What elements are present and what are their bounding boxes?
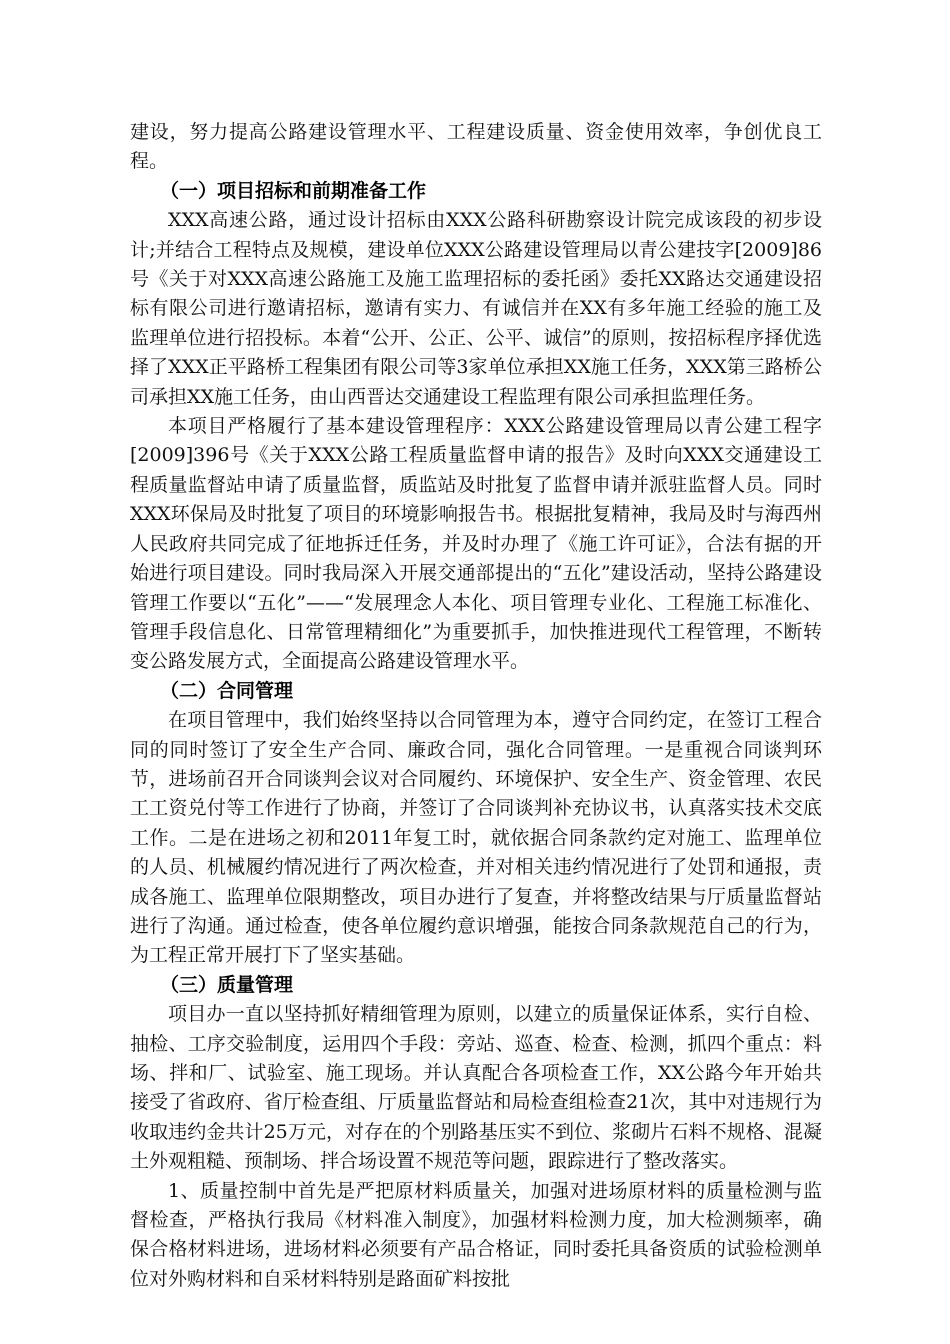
paragraph-intro-continuation: 建设，努力提高公路建设管理水平、工程建设质量、资金使用效率，争创优良工程。	[130, 121, 822, 173]
section-heading-quality: （三）质量管理	[160, 973, 294, 996]
paragraph-quality-management: 项目办一直以坚持抓好精细管理为原则，以建立的质量保证体系，实行自检、抽检、工序交验制度，运用四个手段：旁站、巡查、检查、检测，抓四个重点：料场、拌和厂、试验室、施工现场。并认真配合各项检查工作，XX公路今年开始共接受了省政府、省厅检查组、厅质量监督站和局检查组检查21次，其中对违规行为收取违约金共计25万元，对存在的个别路基压实不到位、浆砌片石料不规格、混凝土外观粗糙、预制场、拌合场设置不规范等问题，跟踪进行了整改落实。	[130, 1003, 822, 1173]
document-body	[130, 118, 822, 1294]
section-heading-bidding: （一）项目招标和前期准备工作	[160, 179, 427, 202]
paragraph-contract-management: 在项目管理中，我们始终坚持以合同管理为本，遵守合同约定，在签订工程合同的同时签订了安全生产合同、廉政合同，强化合同管理。一是重视合同谈判环节，进场前召开合同谈判会议对合同履约、环境保护、安全生产、资金管理、农民工工资兑付等工作进行了协商，并签订了合同谈判补充协议书，认真落实技术交底工作。二是在进场之初和2011年复工时，就依据合同条款约定对施工、监理单位的人员、机械履约情况进行了两次检查，并对相关违约情况进行了处罚和通报，责成各施工、监理单位限期整改，项目办进行了复查，并将整改结果与厅质量监督站进行了沟通。通过检查，使各单位履约意识增强，能按合同条款规范自己的行为，为工程正常开展打下了坚实基础。	[130, 709, 822, 967]
paragraph-construction-procedure: 本项目严格履行了基本建设管理程序：XXX公路建设管理局以青公建工程字[2009]396号《关于XXX公路工程质量监督申请的报告》及时向XXX交通建设工程质量监督站申请了质量监督，质监站及时批复了监督申请并派驻监督人员。同时XXX环保局及时批复了项目的环境影响报告书。根据批复精神，我局及时与海西州人民政府共同完成了征地拆迁任务，并及时办理了《施工许可证》，合法有据的开始进行项目建设。同时我局深入开展交通部提出的“五化”建设活动，坚持公路建设管理工作要以“五化”——“发展理念人本化、项目管理专业化、工程施工标准化、管理手段信息化、日常管理精细化”为重要抓手，加快推进现代工程管理，不断转变公路发展方式，全面提高公路建设管理水平。	[130, 415, 822, 673]
paragraph-material-control: 1、质量控制中首先是严把原材料质量关，加强对进场原材料的质量检测与监督检查，严格执行我局《材料准入制度》，加强材料检测力度，加大检测频率，确保合格材料进场，进场材料必须要有产品合格证，同时委托具备资质的试验检测单位对外购材料和自采材料特别是路面矿料按批	[130, 1179, 822, 1290]
paragraph-bidding-design: XXX高速公路，通过设计招标由XXX公路科研勘察设计院完成该段的初步设计;并结合工程特点及规模，建设单位XXX公路建设管理局以青公建技字[2009]86号《关于对XXX高速公路施工及施工监理招标的委托函》委托XX路达交通建设招标有限公司进行邀请招标，邀请有实力、有诚信并在XX有多年施工经验的施工及监理单位进行招投标。本着“公开、公正、公平、诚信”的原则，按招标程序择优选择了XXX正平路桥工程集团有限公司等3家单位承担XX施工任务，XXX第三路桥公司承担XX施工任务，由山西晋达交通建设工程监理有限公司承担监理任务。	[130, 209, 822, 408]
section-heading-contract: （二）合同管理	[160, 679, 294, 702]
